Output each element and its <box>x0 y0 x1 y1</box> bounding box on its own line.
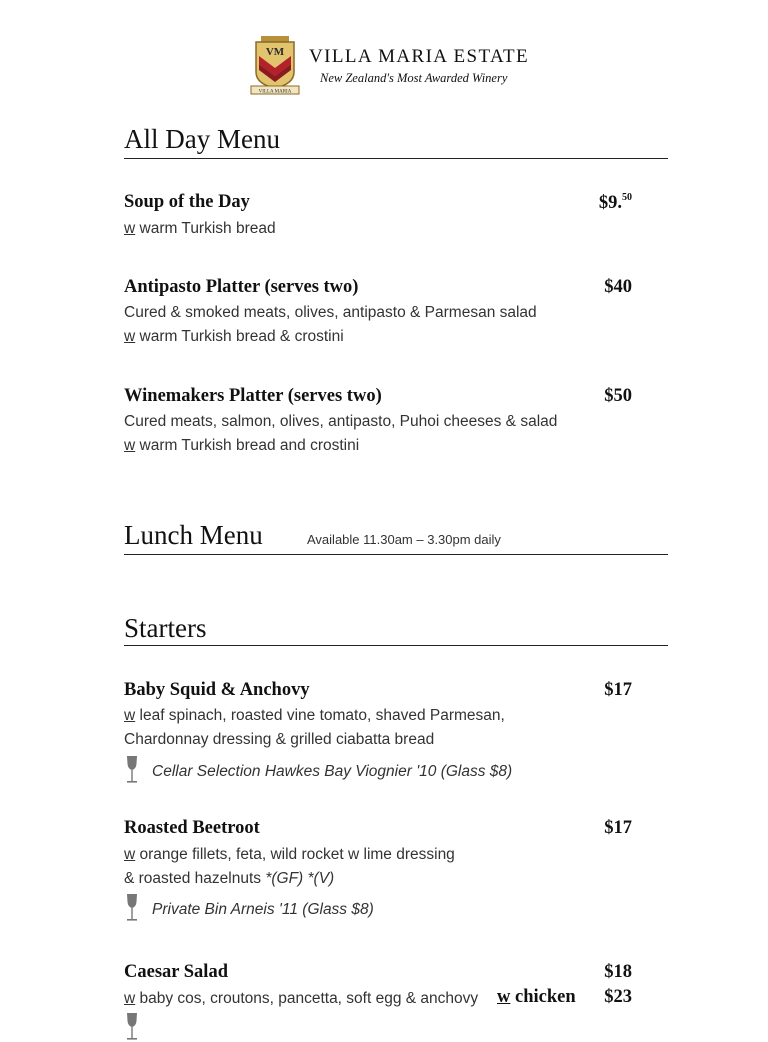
item-price: $17 <box>604 680 632 700</box>
item-price: $40 <box>604 277 632 297</box>
divider <box>124 554 668 555</box>
chicken-option: w chicken <box>497 987 576 1007</box>
svg-text:VILLA MARIA: VILLA MARIA <box>258 89 292 95</box>
item-price: $50 <box>604 386 632 406</box>
item-name: Antipasto Platter (serves two) <box>124 277 359 297</box>
svg-text:VM: VM <box>265 46 285 58</box>
divider <box>124 645 668 646</box>
wine-glass-icon <box>124 1012 140 1042</box>
item-description: w orange fillets, feta, wild rocket w lime dressing & roasted hazelnuts *(GF) *(V) <box>124 846 455 887</box>
item-name: Roasted Beetroot <box>124 818 260 838</box>
crest-logo <box>248 34 302 96</box>
divider <box>124 158 668 159</box>
item-description: w warm Turkish bread <box>124 220 276 237</box>
wine-pairing-text: Cellar Selection Hawkes Bay Viognier '10 (Glass $8) <box>152 763 513 780</box>
item-description: Cured & smoked meats, olives, antipasto & Parmesan salad w warm Turkish bread & crostini <box>124 304 537 345</box>
item-price: $9.50 <box>598 192 632 213</box>
item-name: Winemakers Platter (serves two) <box>124 386 382 406</box>
section-title-lunch: Lunch Menu <box>124 520 263 550</box>
wine-pairing-text: Private Bin Arneis '11 (Glass $8) <box>152 901 374 918</box>
section-title-all-day: All Day Menu <box>124 124 280 154</box>
header <box>248 34 548 96</box>
item-name: Caesar Salad <box>124 962 228 982</box>
item-name: Baby Squid & Anchovy <box>124 680 310 700</box>
section-title-starters: Starters <box>124 613 207 643</box>
brand-name: VILLA MARIA ESTATE <box>309 46 530 67</box>
item-description: w leaf spinach, roasted vine tomato, shaved Parmesan, Chardonnay dressing & grilled ciabatta bread <box>124 707 505 748</box>
item-description: w baby cos, croutons, pancetta, soft egg & anchovy <box>124 990 479 1007</box>
lunch-availability: Available 11.30am – 3.30pm daily <box>307 532 501 547</box>
wine-glass-icon <box>124 755 140 785</box>
item-name: Soup of the Day <box>124 192 250 212</box>
item-price: $17 <box>604 818 632 838</box>
chicken-option-price: $23 <box>604 987 632 1007</box>
tagline: New Zealand's Most Awarded Winery <box>320 71 508 85</box>
item-price: $18 <box>604 962 632 982</box>
wine-glass-icon <box>124 893 140 923</box>
item-description: Cured meats, salmon, olives, antipasto, Puhoi cheeses & salad w warm Turkish bread and crostini <box>124 413 558 454</box>
